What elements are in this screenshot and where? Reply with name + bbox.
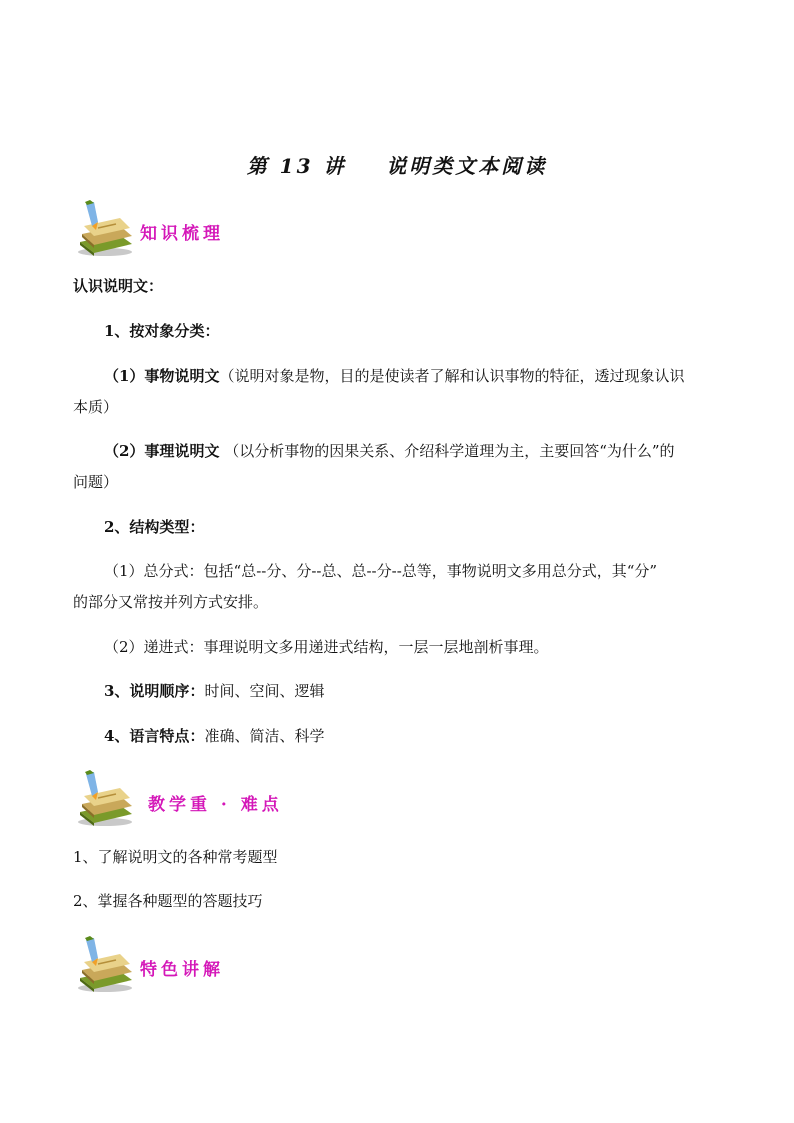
item4-paragraph — [104, 722, 324, 750]
sub1-label: （1）事物说明文 — [104, 367, 220, 385]
sub3-paragraph: （1）总分式：包括“总--分、分--总、总--分--总等，事物说明文多用总分式，其“分” — [104, 562, 658, 580]
sub2-paragraph — [104, 437, 675, 465]
book-pencil-icon — [74, 770, 136, 828]
page-title: 第 13 讲 说明类文本阅读 — [246, 154, 548, 178]
sub4-paragraph: （2）递进式：事理说明文多用递进式结构，一层一层地剖析事理。 — [104, 638, 549, 656]
item3-paragraph — [104, 677, 324, 705]
goal-item: 2、掌握各种题型的答题技巧 — [73, 892, 263, 910]
goal-item: 1、了解说明文的各种常考题型 — [73, 848, 278, 866]
sub3-continuation: 的部分又常按并列方式安排。 — [73, 593, 269, 611]
section-heading-knowledge: 知识梳理 — [140, 224, 224, 244]
sub1-paragraph — [104, 362, 684, 390]
book-pencil-icon — [74, 200, 136, 258]
item4-text: 准确、简洁、科学 — [204, 727, 325, 745]
item3-text: 时间、空间、逻辑 — [204, 682, 325, 700]
intro-heading: 认识说明文： — [73, 277, 164, 295]
sub1-continuation: 本质） — [73, 398, 119, 416]
sub2-label: （2）事理说明文 — [104, 442, 220, 460]
section-heading-key-points: 教学重 · 难点 — [148, 795, 283, 815]
sub2-text: （以分析事物的因果关系、介绍科学道理为主，主要回答“为什么”的 — [219, 442, 675, 460]
item1-heading: 1、按对象分类： — [104, 322, 220, 340]
item3-label: 3、说明顺序： — [104, 682, 205, 700]
book-pencil-icon — [74, 936, 136, 994]
section-heading-special: 特色讲解 — [140, 960, 224, 980]
sub1-text: （说明对象是物，目的是使读者了解和认识事物的特征，透过现象认识 — [219, 367, 685, 385]
item4-label: 4、语言特点： — [104, 727, 205, 745]
item2-heading: 2、结构类型： — [104, 518, 205, 536]
sub2-continuation: 问题） — [73, 473, 119, 491]
